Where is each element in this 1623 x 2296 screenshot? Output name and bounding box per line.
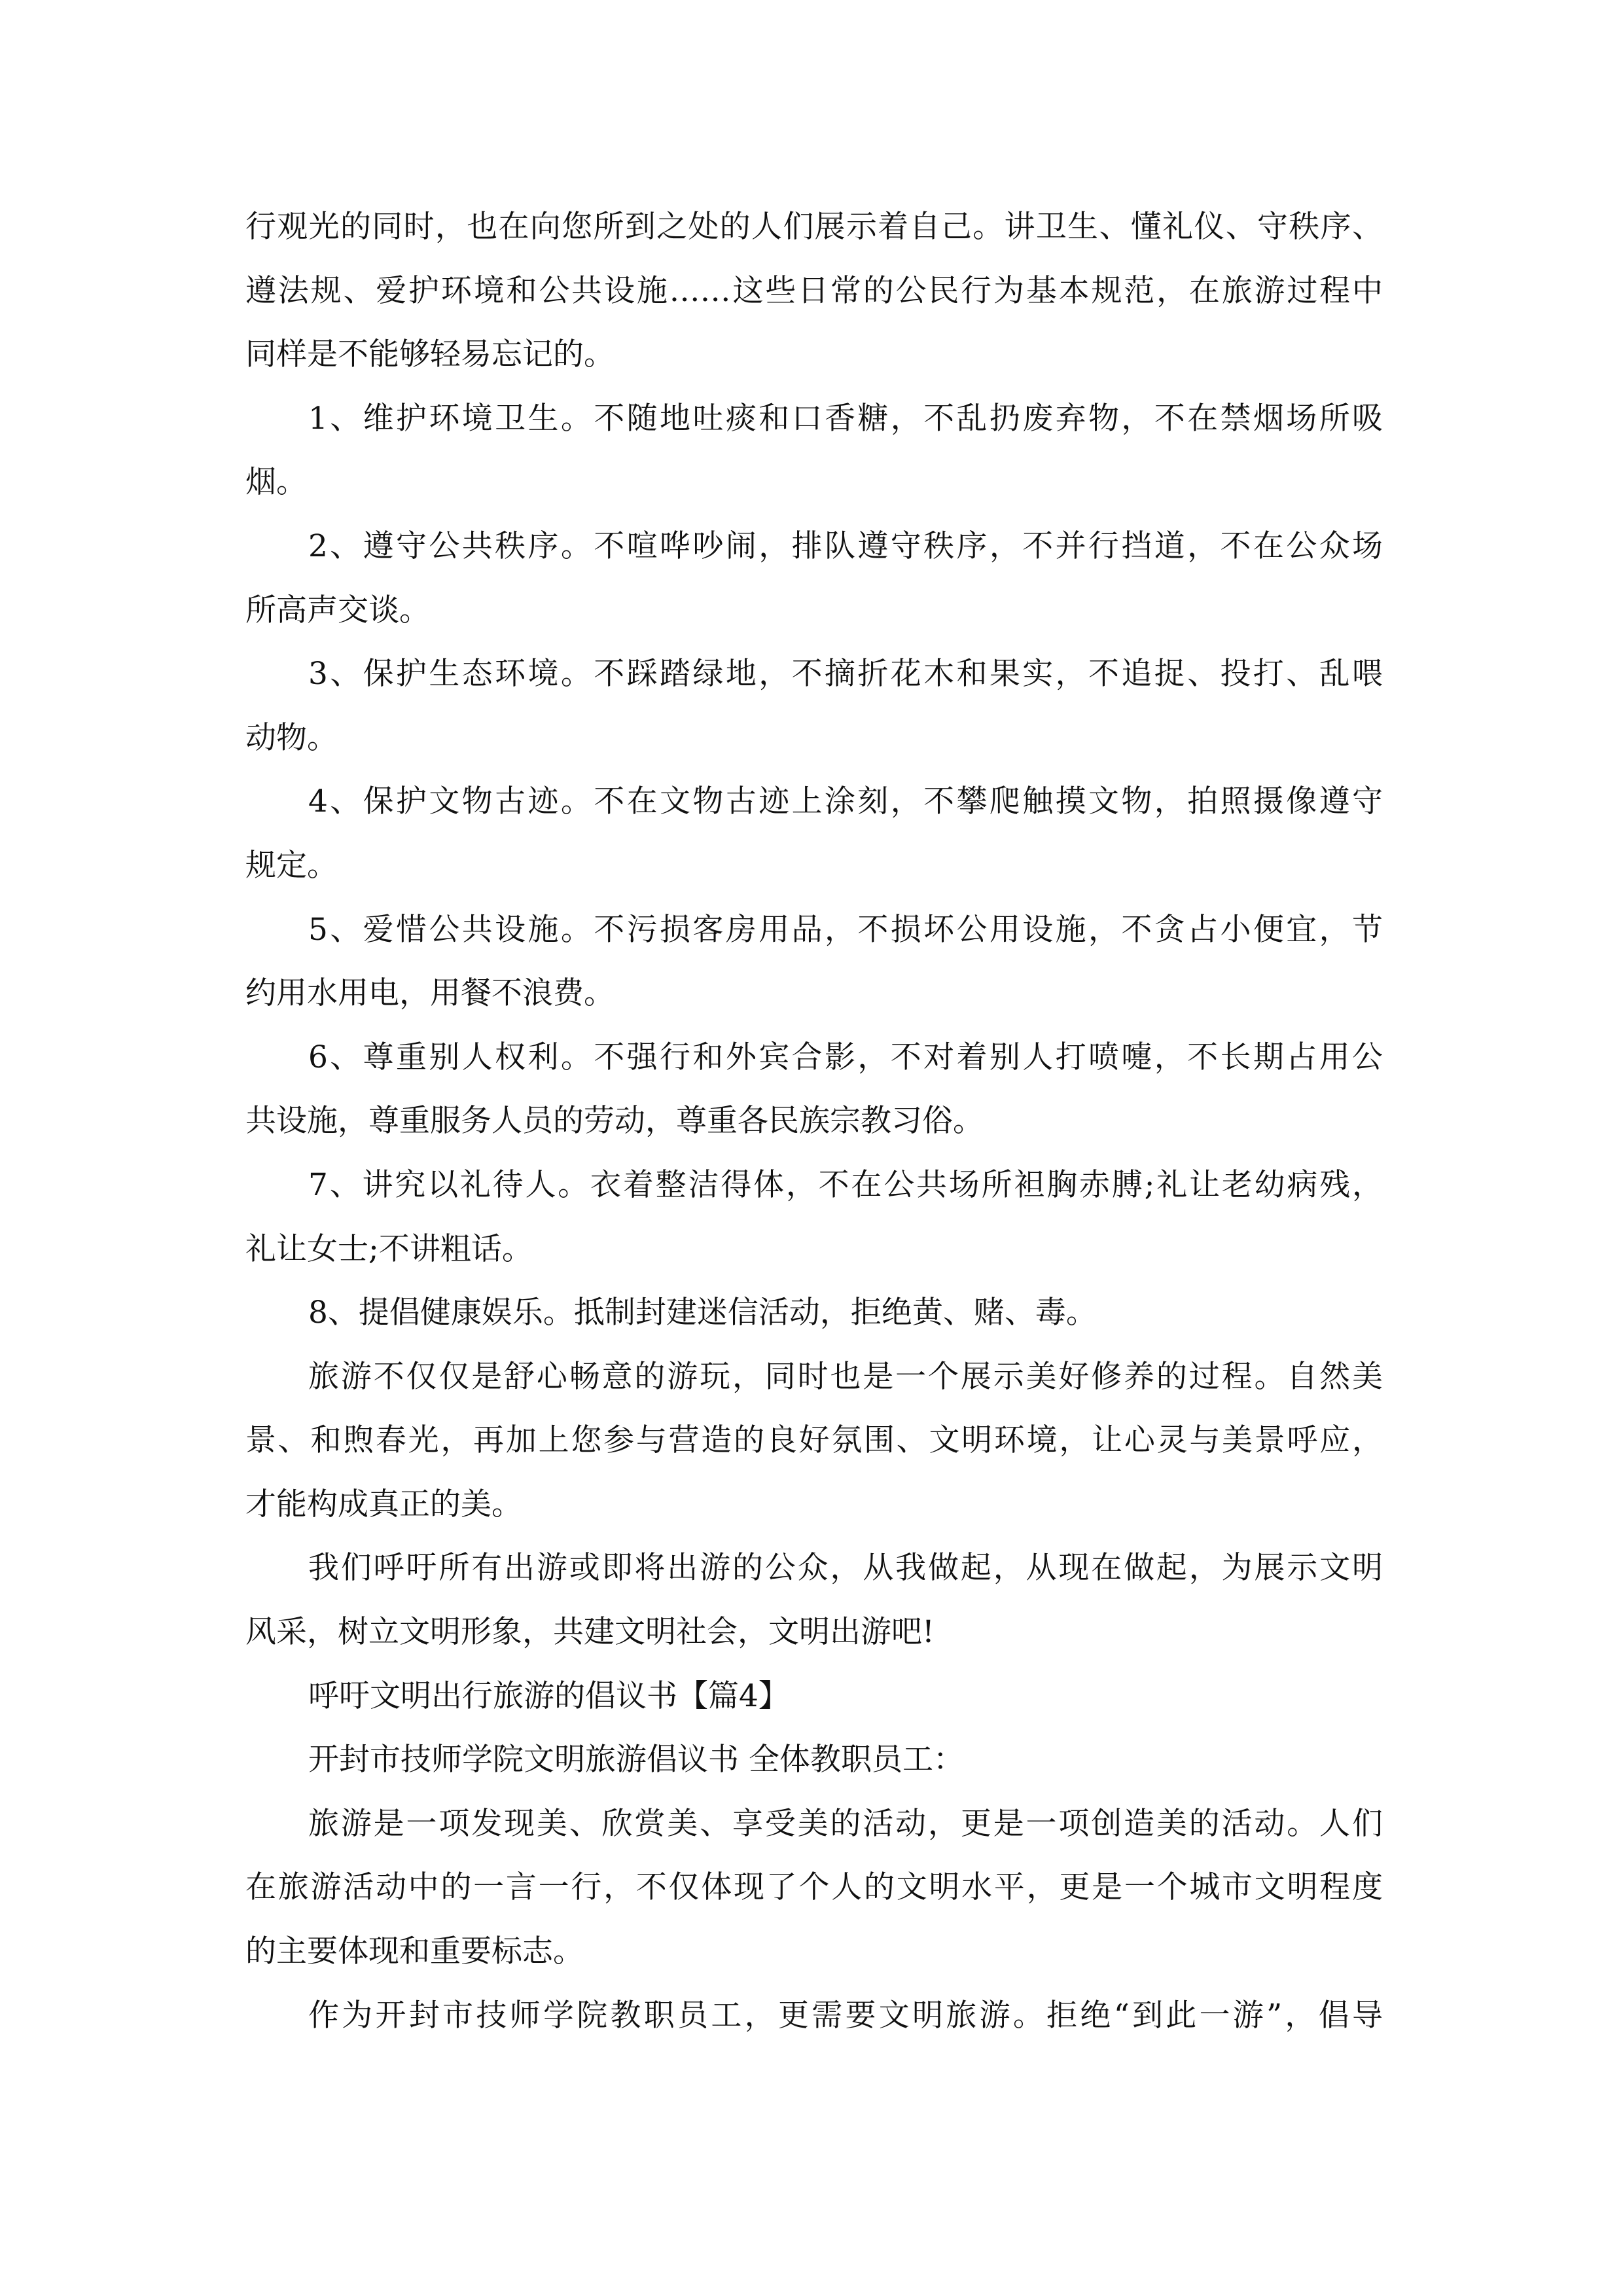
- text-line: 3、保护生态环境。不踩踏绿地，不摘折花木和果实，不追捉、投打、乱喂: [308, 656, 1383, 692]
- text-line: 呼吁文明出行旅游的倡议书【篇4】: [308, 1677, 789, 1714]
- text-line: 同样是不能够轻易忘记的。: [245, 336, 615, 373]
- text-line: 的主要体现和重要标志。: [245, 1933, 584, 1970]
- text-line: 才能构成真正的美。: [245, 1486, 522, 1522]
- text-line: 景、和煦春光，再加上您参与营造的良好氛围、文明环境，让心灵与美景呼应，: [245, 1422, 1383, 1459]
- text-line: 旅游不仅仅是舒心畅意的游玩，同时也是一个展示美好修养的过程。自然美: [308, 1358, 1383, 1395]
- text-line: 共设施，尊重服务人员的劳动，尊重各民族宗教习俗。: [245, 1103, 984, 1139]
- text-line: 动物。: [245, 719, 338, 756]
- text-line: 我们呼吁所有出游或即将出游的公众，从我做起，从现在做起，为展示文明: [308, 1550, 1383, 1587]
- text-line: 烟。: [245, 464, 307, 501]
- text-line: 8、提倡健康娱乐。抵制封建迷信活动，拒绝黄、赌、毒。: [308, 1295, 1097, 1331]
- text-line: 4、保护文物古迹。不在文物古迹上涂刻，不攀爬触摸文物，拍照摄像遵守: [308, 783, 1383, 820]
- text-line: 5、爱惜公共设施。不污损客房用品，不损坏公用设施，不贪占小便宜，节: [308, 911, 1383, 948]
- text-line: 在旅游活动中的一言一行，不仅体现了个人的文明水平，更是一个城市文明程度: [245, 1869, 1383, 1906]
- text-line: 2、遵守公共秩序。不喧哗吵闹，排队遵守秩序，不并行挡道，不在公众场: [308, 528, 1383, 564]
- text-line: 1、维护环境卫生。不随地吐痰和口香糖，不乱扔废弃物，不在禁烟场所吸: [308, 400, 1383, 437]
- text-line: 开封市技师学院文明旅游倡议书 全体教职员工：: [308, 1742, 964, 1778]
- text-line: 遵法规、爱护环境和公共设施……这些日常的公民行为基本规范，在旅游过程中: [245, 272, 1383, 309]
- text-line: 7、讲究以礼待人。衣着整洁得体，不在公共场所袒胸赤膊;礼让老幼病残，: [308, 1166, 1383, 1203]
- text-line: 行观光的同时，也在向您所到之处的人们展示着自己。讲卫生、懂礼仪、守秩序、: [245, 209, 1383, 245]
- document-page: [245, 195, 1383, 2047]
- text-line: 礼让女士;不讲粗话。: [245, 1230, 533, 1267]
- text-line: 6、尊重别人权利。不强行和外宾合影，不对着别人打喷嚏，不长期占用公: [308, 1039, 1383, 1075]
- text-line: 作为开封市技师学院教职员工，更需要文明旅游。拒绝“到此一游”，倡导: [308, 1997, 1383, 2034]
- text-line: 所高声交谈。: [245, 592, 430, 628]
- text-line: 约用水用电，用餐不浪费。: [245, 975, 615, 1012]
- text-line: 规定。: [245, 847, 338, 884]
- text-line: 旅游是一项发现美、欣赏美、享受美的活动，更是一项创造美的活动。人们: [308, 1805, 1383, 1842]
- text-line: 风采，树立文明形象，共建文明社会，文明出游吧!: [245, 1614, 935, 1651]
